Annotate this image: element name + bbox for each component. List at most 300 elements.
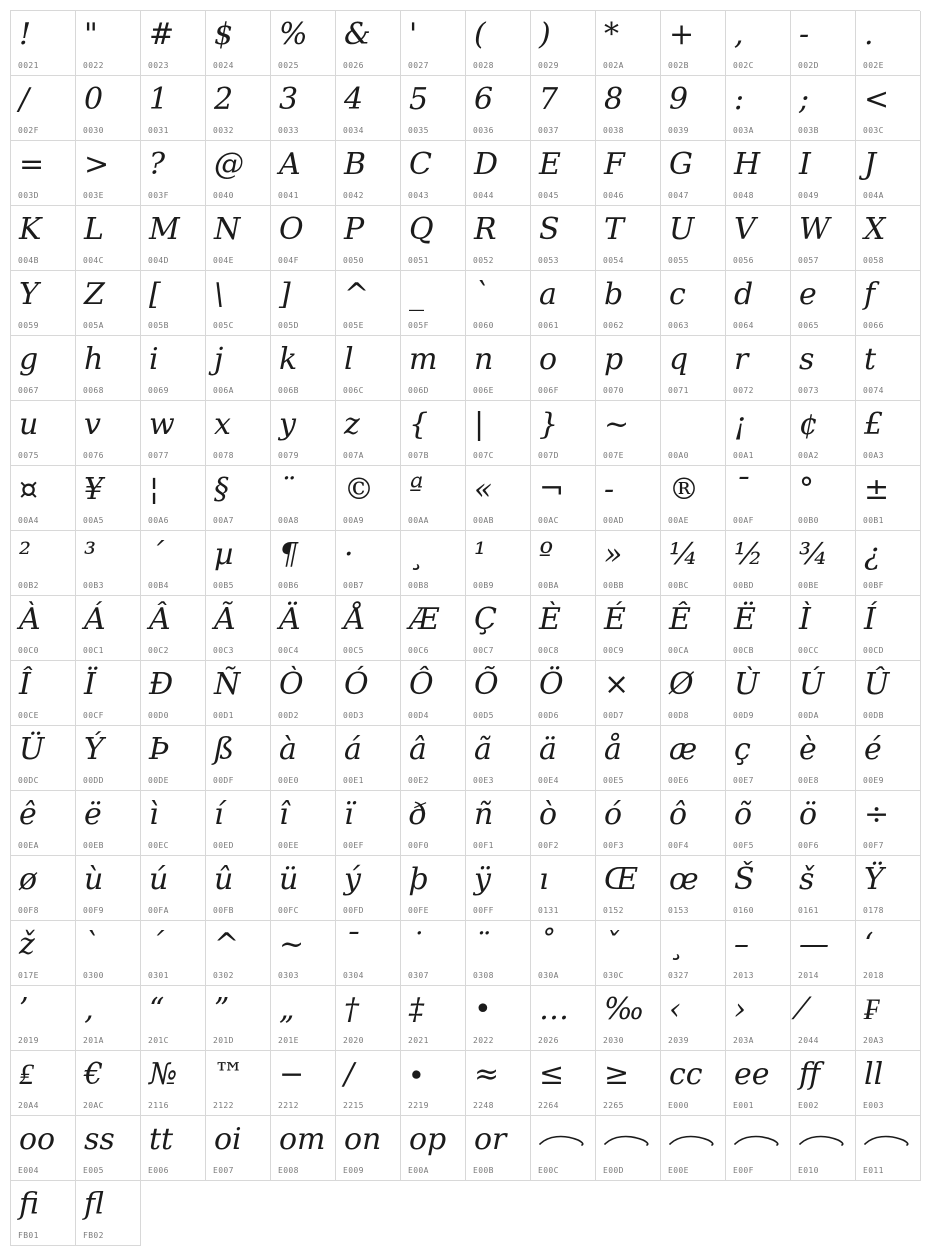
glyph-cell (401, 11, 466, 76)
glyph-code: 00BD (733, 581, 754, 590)
glyph-code: 00E2 (408, 776, 429, 785)
glyph: w (149, 407, 175, 442)
glyph-cell (271, 1116, 336, 1181)
glyph-code: 0023 (148, 61, 169, 70)
glyph-code: 2219 (408, 1101, 429, 1110)
glyph-code: 0033 (278, 126, 299, 135)
glyph: I (799, 147, 811, 182)
glyph: ’ (19, 992, 29, 1027)
glyph-code: 0022 (83, 61, 104, 70)
glyph-code: 00FD (343, 906, 364, 915)
glyph: Ð (149, 667, 174, 702)
glyph: ¿ (864, 537, 881, 572)
glyph-code: 0048 (733, 191, 754, 200)
glyph-code: 201D (213, 1036, 234, 1045)
glyph-code: 00DA (798, 711, 819, 720)
glyph-code: 0053 (538, 256, 559, 265)
glyph: Æ (409, 602, 440, 637)
glyph-cell (11, 141, 76, 206)
glyph-cell (336, 531, 401, 596)
glyph-code: 002D (798, 61, 819, 70)
glyph: ± (864, 472, 890, 507)
glyph: % (279, 17, 308, 52)
glyph-cell (791, 596, 856, 661)
glyph-cell (531, 1051, 596, 1116)
glyph-code: 2021 (408, 1036, 429, 1045)
glyph-cell (466, 531, 531, 596)
glyph-cell (206, 11, 271, 76)
glyph: 3 (279, 82, 299, 117)
glyph: g (19, 342, 39, 377)
glyph-code: 006A (213, 386, 234, 395)
glyph: / (19, 82, 30, 117)
glyph-cell (336, 141, 401, 206)
glyph-cell (206, 206, 271, 271)
glyph-cell (466, 596, 531, 661)
glyph: or (474, 1122, 507, 1157)
glyph: S (539, 212, 560, 247)
glyph-cell (661, 661, 726, 726)
swash-glyph (603, 1130, 653, 1152)
glyph-code: 00C6 (408, 646, 429, 655)
glyph-cell (206, 726, 271, 791)
glyph-code: 00DB (863, 711, 884, 720)
glyph-cell (856, 1116, 921, 1181)
glyph-code: 2044 (798, 1036, 819, 1045)
glyph: ³ (84, 537, 97, 572)
glyph-cell (856, 206, 921, 271)
glyph-code: 0021 (18, 61, 39, 70)
glyph-code: 0077 (148, 451, 169, 460)
glyph-cell (336, 336, 401, 401)
glyph-cell (141, 986, 206, 1051)
glyph: X (864, 212, 886, 247)
glyph-code: 00E4 (538, 776, 559, 785)
glyph-code: 0057 (798, 256, 819, 265)
glyph: Ï (84, 667, 96, 702)
swash-glyph (668, 1130, 718, 1152)
glyph-code: 0032 (213, 126, 234, 135)
glyph: k (279, 342, 298, 377)
glyph: ” (214, 992, 230, 1027)
glyph-cell (141, 466, 206, 531)
glyph-code: 0039 (668, 126, 689, 135)
glyph-code: 20A4 (18, 1101, 39, 1110)
glyph-code: 007D (538, 451, 559, 460)
glyph: B (344, 147, 367, 182)
glyph-cell (336, 661, 401, 726)
glyph: ž (19, 927, 35, 962)
glyph-code: 0073 (798, 386, 819, 395)
glyph-cell (726, 986, 791, 1051)
glyph-cell (661, 531, 726, 596)
glyph-code: 00B6 (278, 581, 299, 590)
glyph: P (344, 212, 365, 247)
glyph-cell (271, 141, 336, 206)
glyph-code: 002F (18, 126, 39, 135)
glyph: Z (84, 277, 105, 312)
glyph: y (279, 407, 296, 442)
glyph-cell (271, 661, 336, 726)
glyph-code: 201C (148, 1036, 169, 1045)
glyph: ¬ (539, 472, 565, 507)
glyph-cell (336, 856, 401, 921)
glyph-cell (791, 76, 856, 141)
glyph-cell (271, 986, 336, 1051)
glyph-cell (141, 1051, 206, 1116)
glyph-cell (76, 1116, 141, 1181)
glyph: ¾ (799, 537, 829, 572)
glyph: þ (409, 862, 429, 897)
glyph-code: 00F4 (668, 841, 689, 850)
glyph: ÿ (474, 862, 491, 897)
glyph-cell (11, 11, 76, 76)
glyph-code: 00EE (278, 841, 299, 850)
glyph: n (474, 342, 494, 377)
glyph: t (864, 342, 877, 377)
glyph-code: 00D5 (473, 711, 494, 720)
glyph: ≤ (539, 1057, 565, 1092)
glyph: + (669, 17, 695, 52)
glyph: ¸ (409, 537, 424, 572)
glyph-cell (856, 401, 921, 466)
glyph-cell (856, 76, 921, 141)
glyph: Y (19, 277, 39, 312)
glyph-cell (206, 986, 271, 1051)
glyph-code: E00E (668, 1166, 689, 1175)
glyph-cell (726, 791, 791, 856)
glyph: § (214, 472, 229, 507)
glyph: ˙ (409, 927, 424, 962)
glyph-code: E010 (798, 1166, 819, 1175)
glyph-cell (661, 1051, 726, 1116)
glyph-cell (466, 726, 531, 791)
glyph-cell (791, 141, 856, 206)
glyph: Þ (149, 732, 170, 767)
glyph-code: 20AC (83, 1101, 104, 1110)
glyph-code: 006C (343, 386, 364, 395)
glyph-cell (661, 141, 726, 206)
glyph: ∕ (344, 1057, 355, 1092)
swash-glyph (863, 1130, 913, 1152)
glyph-code: 00C3 (213, 646, 234, 655)
glyph: ë (84, 797, 102, 832)
glyph: ‡ (409, 992, 424, 1027)
glyph-code: 00CE (18, 711, 39, 720)
glyph-cell (141, 856, 206, 921)
glyph-code: 005F (408, 321, 429, 330)
glyph: N (214, 212, 241, 247)
glyph-code: 0076 (83, 451, 104, 460)
glyph-cell (401, 661, 466, 726)
glyph-cell (596, 1116, 661, 1181)
glyph-cell (726, 11, 791, 76)
glyph-cell (596, 726, 661, 791)
glyph: ‚ (84, 992, 94, 1027)
glyph: − (279, 1057, 305, 1092)
glyph-code: 2265 (603, 1101, 624, 1110)
glyph: ! (19, 17, 32, 52)
glyph-cell (661, 401, 726, 466)
glyph-cell (596, 986, 661, 1051)
glyph-code: 0300 (83, 971, 104, 980)
glyph-code: 00DC (18, 776, 39, 785)
glyph-cell (336, 1116, 401, 1181)
glyph: õ (734, 797, 753, 832)
glyph-cell (11, 1051, 76, 1116)
glyph-cell (466, 1116, 531, 1181)
glyph-cell (141, 206, 206, 271)
glyph-code: 2019 (18, 1036, 39, 1045)
glyph-code: E007 (213, 1166, 234, 1175)
glyph-code: 00D3 (343, 711, 364, 720)
glyph: c (669, 277, 686, 312)
glyph: ¥ (84, 472, 104, 507)
glyph-cell (661, 271, 726, 336)
glyph: z (344, 407, 360, 442)
glyph-cell (11, 531, 76, 596)
glyph-cell (466, 1051, 531, 1116)
glyph: î (279, 797, 289, 832)
glyph: ¸ (669, 927, 684, 962)
glyph-code: 0078 (213, 451, 234, 460)
glyph-cell (271, 11, 336, 76)
glyph-cell (726, 466, 791, 531)
glyph-cell (596, 466, 661, 531)
glyph-code: 00B1 (863, 516, 884, 525)
glyph-cell (791, 11, 856, 76)
glyph: £ (864, 407, 884, 442)
glyph-code: 003C (863, 126, 884, 135)
glyph-code: 0308 (473, 971, 494, 980)
glyph-cell (336, 206, 401, 271)
glyph: — (799, 927, 829, 962)
glyph-code: 00C7 (473, 646, 494, 655)
glyph-cell (141, 336, 206, 401)
glyph-code: 005E (343, 321, 364, 330)
glyph-cell (206, 531, 271, 596)
glyph-cell (531, 856, 596, 921)
glyph-cell (596, 921, 661, 986)
glyph-code: 00B7 (343, 581, 364, 590)
glyph-code: 0042 (343, 191, 364, 200)
glyph: 9 (669, 82, 689, 117)
glyph-cell (531, 726, 596, 791)
glyph: š (799, 862, 815, 897)
glyph-code: 2020 (343, 1036, 364, 1045)
glyph-code: 00F6 (798, 841, 819, 850)
glyph-cell (531, 466, 596, 531)
glyph: u (19, 407, 39, 442)
glyph-code: E011 (863, 1166, 884, 1175)
glyph-cell (791, 986, 856, 1051)
glyph-code: 0040 (213, 191, 234, 200)
glyph-cell (401, 76, 466, 141)
glyph: ¨ (474, 927, 489, 962)
glyph-code: 00A0 (668, 451, 689, 460)
glyph-cell (206, 1051, 271, 1116)
glyph: è (799, 732, 817, 767)
glyph-code: 00DF (213, 776, 234, 785)
glyph-cell (11, 726, 76, 791)
glyph-cell (76, 661, 141, 726)
glyph-code: 0045 (538, 191, 559, 200)
glyph-cell (856, 531, 921, 596)
glyph: ® (669, 472, 699, 507)
glyph-code: 00A1 (733, 451, 754, 460)
glyph-code: 00A4 (18, 516, 39, 525)
glyph-cell (76, 726, 141, 791)
glyph-code: 006D (408, 386, 429, 395)
glyph-code: 0064 (733, 321, 754, 330)
glyph-cell (466, 921, 531, 986)
glyph: fi (19, 1187, 40, 1222)
glyph-cell (141, 726, 206, 791)
glyph-cell (856, 986, 921, 1051)
glyph: È (539, 602, 561, 637)
glyph: Ò (279, 667, 304, 702)
glyph-code: 2013 (733, 971, 754, 980)
glyph-code: 0035 (408, 126, 429, 135)
glyph-code: 00C5 (343, 646, 364, 655)
glyph-code: E003 (863, 1101, 884, 1110)
glyph: é (864, 732, 882, 767)
glyph-cell (596, 856, 661, 921)
glyph-cell (466, 466, 531, 531)
glyph-cell (661, 856, 726, 921)
glyph-cell (401, 726, 466, 791)
glyph: … (539, 992, 569, 1027)
glyph: € (84, 1057, 104, 1092)
glyph: Î (19, 667, 31, 702)
glyph-code: 00ED (213, 841, 234, 850)
glyph-code: 0055 (668, 256, 689, 265)
glyph-code: 2116 (148, 1101, 169, 1110)
glyph: í (214, 797, 224, 832)
glyph-code: 2018 (863, 971, 884, 980)
glyph-code: 005D (278, 321, 299, 330)
glyph: ¡ (734, 407, 747, 442)
glyph: . (864, 17, 874, 52)
glyph-code: 030C (603, 971, 624, 980)
glyph: 6 (474, 82, 494, 117)
glyph-code: 003A (733, 126, 754, 135)
glyph-cell (271, 336, 336, 401)
glyph: ý (344, 862, 361, 897)
glyph: ´ (149, 537, 164, 572)
glyph-code: 00AE (668, 516, 689, 525)
glyph-cell (466, 271, 531, 336)
glyph-cell (661, 986, 726, 1051)
glyph-cell (141, 76, 206, 141)
glyph-code: 00EF (343, 841, 364, 850)
glyph-cell (336, 1051, 401, 1116)
glyph: h (84, 342, 104, 377)
glyph-code: 006F (538, 386, 559, 395)
glyph: ¯ (344, 927, 359, 962)
glyph-code: 00E5 (603, 776, 624, 785)
glyph-code: 20A3 (863, 1036, 884, 1045)
glyph-cell (466, 856, 531, 921)
glyph: ´ (149, 927, 164, 962)
glyph: Q (409, 212, 434, 247)
glyph-code: 00F1 (473, 841, 494, 850)
glyph-cell (856, 791, 921, 856)
glyph-cell (661, 206, 726, 271)
glyph-cell (271, 531, 336, 596)
glyph-cell (791, 401, 856, 466)
glyph-cell (76, 466, 141, 531)
glyph: = (19, 147, 45, 182)
glyph: op (409, 1122, 447, 1157)
glyph-code: 0161 (798, 906, 819, 915)
glyph-cell (11, 466, 76, 531)
glyph-cell (401, 986, 466, 1051)
glyph-cell (11, 206, 76, 271)
glyph-cell (726, 1116, 791, 1181)
glyph: { (409, 407, 429, 442)
glyph-code: 002B (668, 61, 689, 70)
glyph-code: 201E (278, 1036, 299, 1045)
glyph-cell (401, 596, 466, 661)
glyph-cell (596, 271, 661, 336)
glyph-code: 0152 (603, 906, 624, 915)
glyph: ó (604, 797, 623, 832)
glyph-cell (856, 1051, 921, 1116)
glyph: Ó (344, 667, 369, 702)
glyph-code: E00B (473, 1166, 494, 1175)
glyph: x (214, 407, 231, 442)
glyph: ≈ (474, 1057, 500, 1092)
glyph-code: 00D7 (603, 711, 624, 720)
glyph-code: 2026 (538, 1036, 559, 1045)
glyph: ; (799, 82, 810, 117)
glyph-code: 0060 (473, 321, 494, 330)
glyph-cell (271, 401, 336, 466)
glyph: ] (279, 277, 291, 312)
glyph: 2 (214, 82, 234, 117)
glyph-cell (531, 401, 596, 466)
glyph-cell (596, 661, 661, 726)
glyph-cell (206, 401, 271, 466)
glyph: l (344, 342, 354, 377)
glyph-code: 00C4 (278, 646, 299, 655)
glyph-code: 005C (213, 321, 234, 330)
glyph: Õ (474, 667, 499, 702)
glyph-cell (141, 141, 206, 206)
glyph-cell (206, 921, 271, 986)
glyph-code: 0307 (408, 971, 429, 980)
glyph: ã (474, 732, 492, 767)
glyph-code: 00A2 (798, 451, 819, 460)
glyph: T (604, 212, 625, 247)
glyph-code: 0059 (18, 321, 39, 330)
glyph-cell (596, 791, 661, 856)
glyph-code: 00E7 (733, 776, 754, 785)
glyph: “ (149, 992, 165, 1027)
glyph: ¢ (799, 407, 819, 442)
glyph: ) (539, 17, 551, 52)
glyph-cell (661, 921, 726, 986)
glyph-cell (596, 401, 661, 466)
glyph: › (734, 992, 746, 1027)
glyph: m (409, 342, 438, 377)
glyph-cell (336, 921, 401, 986)
glyph-cell (596, 206, 661, 271)
glyph-cell (531, 206, 596, 271)
glyph-cell (401, 1051, 466, 1116)
glyph-cell (466, 986, 531, 1051)
